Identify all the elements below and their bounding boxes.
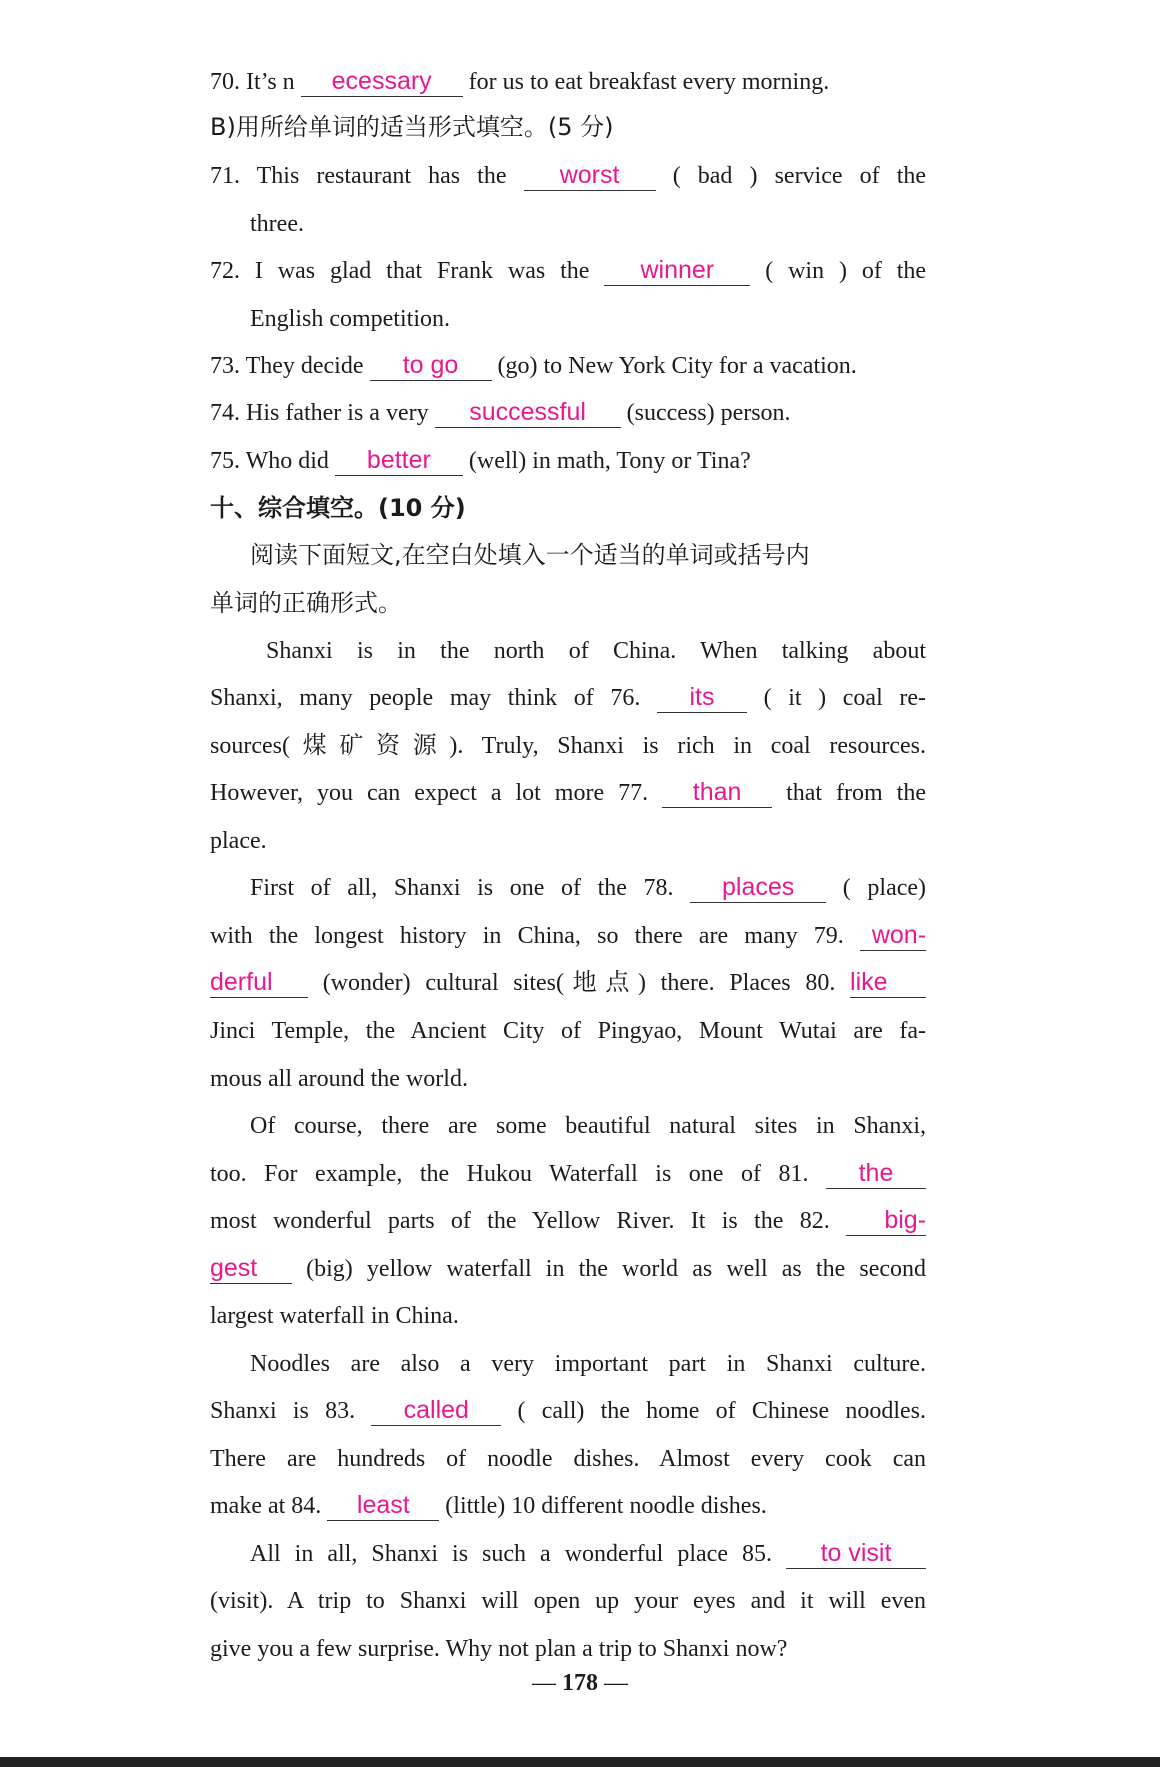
p1-line-1: Shanxi is in the north of China. When talking about [266, 638, 926, 664]
question-71: 71. This restaurant has the worst ( bad ) service of the [210, 161, 927, 189]
p2-line-4: Jinci Temple, the Ancient City of Pingyao, Mount Wutai are fa- [210, 1018, 926, 1044]
p1-line-5: place. [210, 828, 267, 854]
section-b-title: B)用所给单词的适当形式填空。(5 分) [210, 113, 614, 141]
answer-72: winner [604, 255, 750, 286]
answer-82-part-2: gest [210, 1253, 292, 1284]
p3-line-4: gest (big) yellow waterfall in the world as well as the second [210, 1254, 927, 1282]
p1-line-4: However, you can expect a lot more 77. than that from the [210, 778, 927, 806]
p3-line-2: too. For example, the Hukou Waterfall is one of 81. the [210, 1156, 926, 1192]
instruction-line-1: 阅读下面短文,在空白处填入一个适当的单词或括号内 [250, 541, 810, 569]
question-70: 70. It’s n ecessary for us to eat breakfast every morning. [210, 67, 830, 95]
answer-77: than [662, 777, 772, 808]
p4-line-2: Shanxi is 83. called ( call) the home of Chinese noodles. [210, 1396, 927, 1424]
answer-80: like [850, 967, 926, 998]
page-number-footer [0, 1670, 1160, 1697]
p5-line-2: (visit). A trip to Shanxi will open up your eyes and it will even [210, 1588, 926, 1614]
answer-82-part-1: big- [846, 1205, 926, 1236]
p3-line-1: Of course, there are some beautiful natural sites in Shanxi, [250, 1113, 926, 1139]
question-71-cont: three. [250, 211, 304, 237]
p3-line-5: largest waterfall in China. [210, 1303, 459, 1329]
p1-line-3: sources(煤矿资源). Truly, Shanxi is rich in coal resources. [210, 733, 926, 759]
answer-85: to visit [786, 1538, 926, 1569]
p1-line-2: Shanxi, many people may think of 76. its ( it ) coal re- [210, 683, 927, 711]
section-10-title: 十、综合填空。(10 分) [210, 494, 466, 522]
p4-line-3: There are hundreds of noodle dishes. Almost every cook can [210, 1446, 926, 1472]
answer-74: successful [435, 397, 621, 428]
p5-line-1: All in all, Shanxi is such a wonderful place 85. to visit [250, 1536, 926, 1572]
question-72-cont: English competition. [250, 306, 450, 332]
p4-line-1: Noodles are also a very important part in Shanxi culture. [250, 1351, 926, 1377]
answer-76: its [657, 682, 747, 713]
answer-83: called [371, 1395, 501, 1426]
p3-line-3: most wonderful parts of the Yellow River. It is the 82. big- [210, 1206, 927, 1234]
page-number: 178 [562, 1670, 598, 1696]
answer-75: better [335, 445, 463, 476]
footer-dash-left: — [532, 1670, 556, 1696]
question-72: 72. I was glad that Frank was the winner ( win ) of the [210, 256, 927, 284]
answer-78: places [690, 872, 826, 903]
answer-84: least [327, 1490, 439, 1521]
instruction-line-2: 单词的正确形式。 [210, 589, 402, 617]
p4-line-4: make at 84. least (little) 10 different noodle dishes. [210, 1491, 767, 1519]
answer-73: to go [370, 350, 492, 381]
answer-79-part-1: won- [860, 920, 926, 951]
answer-79-part-2: derful [210, 967, 308, 998]
answer-71: worst [524, 160, 656, 191]
p2-line-3: derful (wonder) cultural sites(地点) there. Places 80. like [210, 965, 926, 1001]
answer-81: the [826, 1158, 926, 1189]
p2-line-2: with the longest history in China, so there are many 79. won- [210, 921, 927, 949]
question-75: 75. Who did better (well) in math, Tony or Tina? [210, 446, 751, 474]
answer-70: ecessary [301, 66, 463, 97]
p5-line-3: give you a few surprise. Why not plan a trip to Shanxi now? [210, 1636, 788, 1662]
question-74: 74. His father is a very successful (success) person. [210, 398, 791, 426]
footer-dash-right: — [604, 1670, 628, 1696]
p2-line-1: First of all, Shanxi is one of the 78. places ( place) [250, 873, 927, 901]
bottom-edge-bar [0, 1757, 1160, 1767]
question-73: 73. They decide to go (go) to New York City for a vacation. [210, 351, 857, 379]
p2-line-5: mous all around the world. [210, 1066, 468, 1092]
